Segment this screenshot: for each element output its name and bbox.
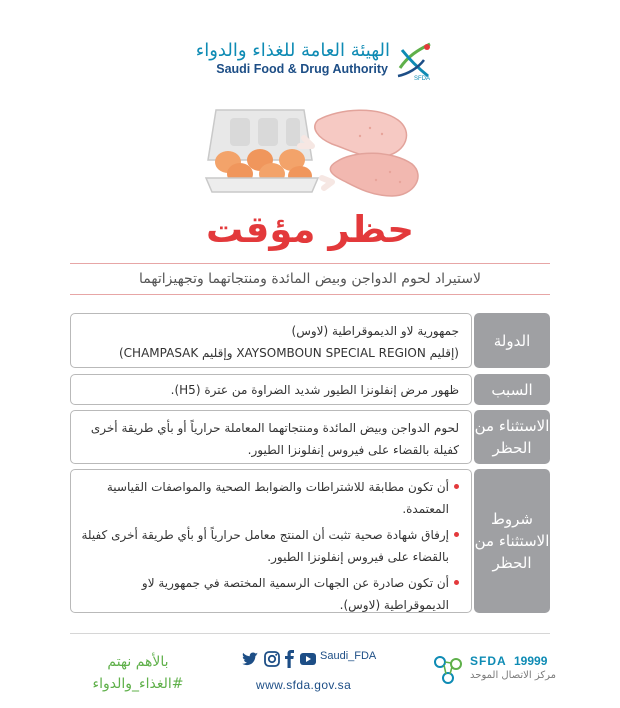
conditions-list [81, 476, 459, 616]
country-line: جمهورية لاو الديموقراطية (لاوس) [291, 324, 459, 338]
country-value [70, 313, 472, 368]
emblem-sfda-text: SFDA [414, 76, 431, 82]
page-subtitle: لاستيراد لحوم الدواجن وبيض المائدة ومنتجاتهما وتجهيزاتهما [70, 263, 550, 295]
country-label: الدولة [474, 313, 550, 368]
conditions-value [70, 469, 472, 613]
eggs-and-poultry-illustration [200, 100, 430, 210]
sfda-logo [170, 34, 450, 84]
sfda-short-name: SFDA [470, 654, 507, 668]
condition-item: أن تكون صادرة عن الجهات الرسمية المختصة في جمهورية لاو الديموقراطية (لاوس). [81, 572, 459, 616]
table-row-reason [70, 374, 550, 405]
slogan-hashtag: #الغذاء_والدواء [92, 676, 184, 692]
condition-item: إرفاق شهادة صحية تثبت أن المنتج معامل حرارياً أو بأي طريقة أخرى كفيلة بالقضاء على فيروس إنفلونزا الطيور. [81, 524, 459, 568]
contact-center-label: مركز الاتصال الموحد [470, 670, 556, 681]
contact-phone[interactable]: 19999 [514, 654, 548, 668]
social-links [238, 649, 398, 673]
slogan-line: بالأهم نهتم [107, 654, 169, 670]
sfda-contact-icon [430, 652, 466, 688]
facebook-icon[interactable] [282, 649, 296, 669]
reason-line: ظهور مرض إنفلونزا الطيور شديد الضراوة من عترة (H5). [170, 383, 459, 397]
social-handle[interactable]: Saudi_FDA [320, 650, 377, 662]
page-title: حظر مؤقت [205, 208, 415, 251]
reason-value [70, 374, 472, 405]
logo-english-text: Saudi Food & Drug Authority [216, 62, 388, 76]
contact-center [430, 650, 560, 690]
reason-label: السبب [474, 374, 550, 405]
condition-item: أن تكون مطابقة للاشتراطات والضوابط الصحية والمواصفات القياسية المعتمدة. [81, 476, 459, 520]
conditions-label: شروط الاستثناء من الحظر [474, 469, 550, 613]
country-regions-line: (إقليم XAYSOMBOUN SPECIAL REGION وإقليم CHAMPASAK) [118, 346, 459, 360]
table-row-conditions [70, 469, 550, 613]
exemption-label: الاستثناء من الحظر [474, 410, 550, 464]
footer-divider [70, 633, 550, 634]
logo-arabic-text: الهيئة العامة للغذاء والدواء [195, 40, 390, 61]
sfda-emblem-icon [394, 38, 436, 82]
exemption-value [70, 410, 472, 464]
instagram-icon[interactable] [262, 649, 282, 669]
youtube-icon[interactable] [298, 649, 318, 669]
table-row-exemption [70, 410, 550, 464]
table-row-country [70, 313, 550, 368]
twitter-icon[interactable] [240, 649, 260, 669]
website-link[interactable]: www.sfda.gov.sa [256, 678, 352, 692]
exemption-line: لحوم الدواجن وبيض المائدة ومنتجاتهما المعاملة حرارياً أو بأي طريقة أخرى كفيلة بالقضاء على فيروس إنفلونزا الطيور. [90, 421, 459, 457]
slogan [78, 651, 198, 695]
